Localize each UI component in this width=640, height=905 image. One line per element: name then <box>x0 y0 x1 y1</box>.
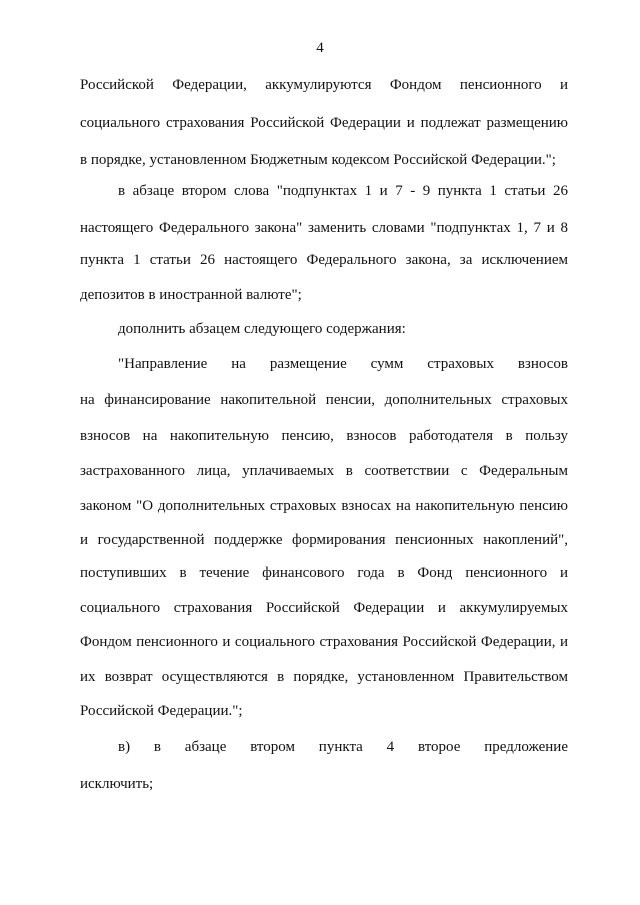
text-line: "Направление на размещение сумм страховых взносов <box>118 356 568 372</box>
text-line: социального страхования Российской Федерации и подлежат размещению <box>80 115 568 131</box>
text-line: Российской Федерации, аккумулируются Фондом пенсионного и <box>80 77 568 93</box>
text-line: пункта 1 статьи 26 настоящего Федерального закона, за исключением <box>80 252 568 268</box>
text-line: законом "О дополнительных страховых взносах на накопительную пенсию <box>80 498 568 514</box>
text-line: в) в абзаце втором пункта 4 второе предложение <box>118 739 568 755</box>
text-line: настоящего Федерального закона" заменить словами "подпунктах 1, 7 и 8 <box>80 220 568 236</box>
text-line: и государственной поддержке формирования пенсионных накоплений", <box>80 532 568 548</box>
text-line: на финансирование накопительной пенсии, дополнительных страховых <box>80 392 568 408</box>
text-line: поступивших в течение финансового года в Фонд пенсионного и <box>80 565 568 581</box>
text-line: взносов на накопительную пенсию, взносов работодателя в пользу <box>80 428 568 444</box>
text-line: депозитов в иностранной валюте"; <box>80 287 302 303</box>
text-line: в абзаце втором слова "подпунктах 1 и 7 - 9 пункта 1 статьи 26 <box>118 183 568 199</box>
text-line: их возврат осуществляются в порядке, установленном Правительством <box>80 669 568 685</box>
text-line: дополнить абзацем следующего содержания: <box>118 321 406 337</box>
text-line: Фондом пенсионного и социального страхования Российской Федерации, и <box>80 634 568 650</box>
text-line: застрахованного лица, уплачиваемых в соответствии с Федеральным <box>80 463 568 479</box>
page-number: 4 <box>316 40 324 56</box>
text-line: Российской Федерации."; <box>80 703 243 719</box>
text-line: социального страхования Российской Федерации и аккумулируемых <box>80 600 568 616</box>
text-line: исключить; <box>80 776 154 792</box>
text-line: в порядке, установленном Бюджетным кодексом Российской Федерации."; <box>80 152 556 168</box>
